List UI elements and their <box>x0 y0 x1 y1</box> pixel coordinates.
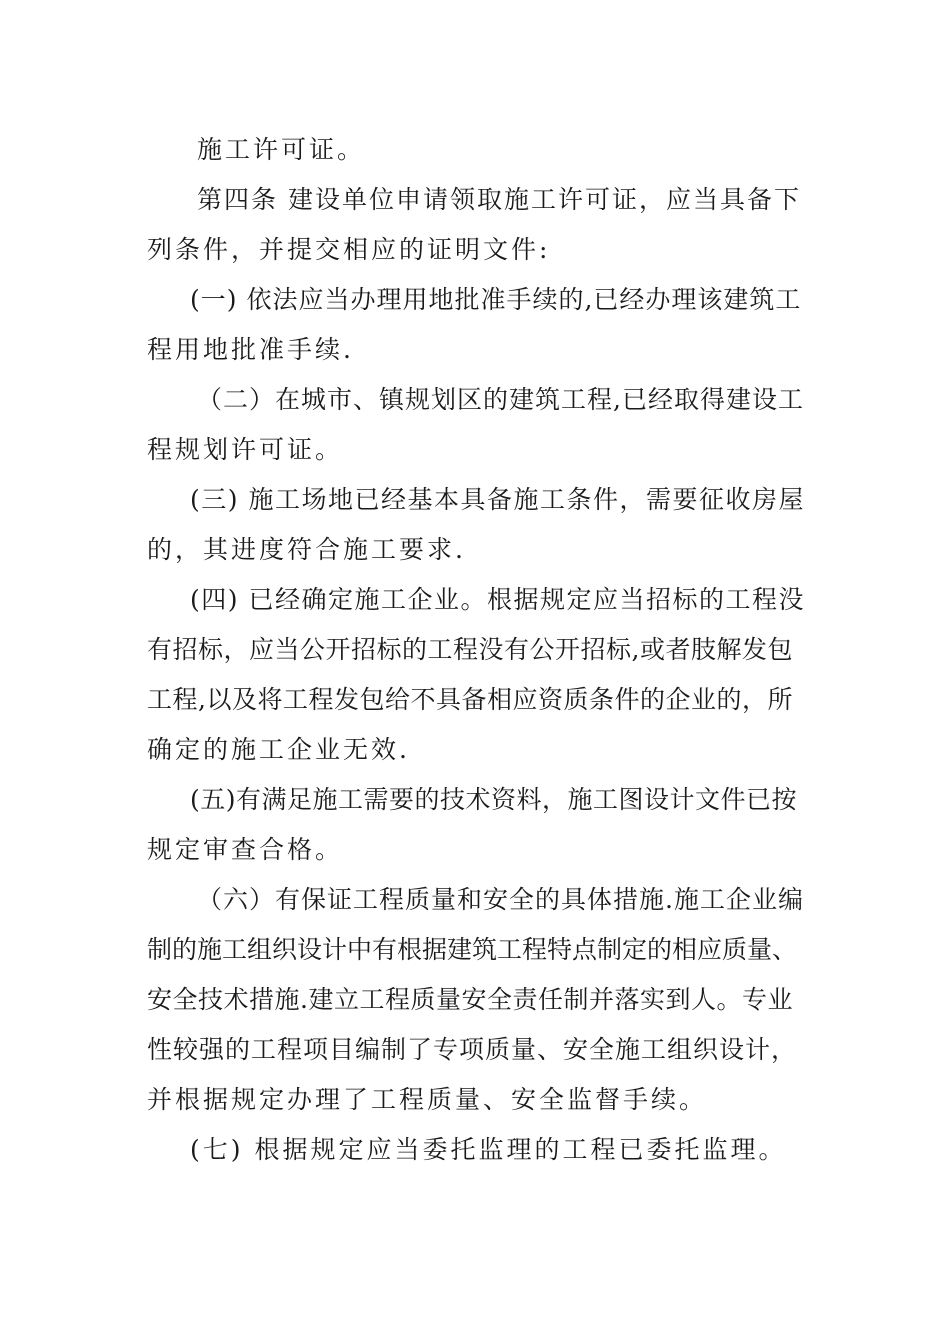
text-line: 并根据规定办理了工程质量、安全监督手续。 <box>147 1085 708 1114</box>
text-line: （六）有保证工程质量和安全的具体措施.施工企业编 <box>197 885 804 914</box>
text-line: (三) 施工场地已经基本具备施工条件，需要征收房屋 <box>190 485 805 514</box>
text-line: 确定的施工企业无效. <box>147 735 410 764</box>
text-line: 程规划许可证。 <box>147 435 344 464</box>
text-line: 安全技术措施.建立工程质量安全责任制并落实到人。专业 <box>147 985 793 1014</box>
text-line: (五)有满足施工需要的技术资料，施工图设计文件已按 <box>190 785 798 814</box>
text-line: （二）在城市、镇规划区的建筑工程,已经取得建设工 <box>197 385 804 414</box>
text-line: (七) 根据规定应当委托监理的工程已委托监理。 <box>190 1135 787 1164</box>
text-line: 工程,以及将工程发包给不具备相应资质条件的企业的，所 <box>147 685 793 714</box>
text-line: 程用地批准手续. <box>147 335 354 364</box>
text-line: 有招标，应当公开招标的工程没有公开招标,或者肢解发包 <box>147 635 793 664</box>
text-line: 性较强的工程项目编制了专项质量、安全施工组织设计， <box>147 1035 798 1064</box>
text-line: 列条件，并提交相应的证明文件: <box>147 235 551 264</box>
text-line: 规定审查合格。 <box>147 835 344 864</box>
text-line: (四) 已经确定施工企业。根据规定应当招标的工程没 <box>190 585 805 614</box>
text-line: (一) 依法应当办理用地批准手续的,已经办理该建筑工 <box>190 285 802 314</box>
text-line: 施工许可证。 <box>197 135 366 164</box>
text-line: 第四条 建设单位申请领取施工许可证，应当具备下 <box>197 185 801 214</box>
text-line: 制的施工组织设计中有根据建筑工程特点制定的相应质量、 <box>147 935 798 964</box>
text-line: 的，其进度符合施工要求. <box>147 535 466 564</box>
